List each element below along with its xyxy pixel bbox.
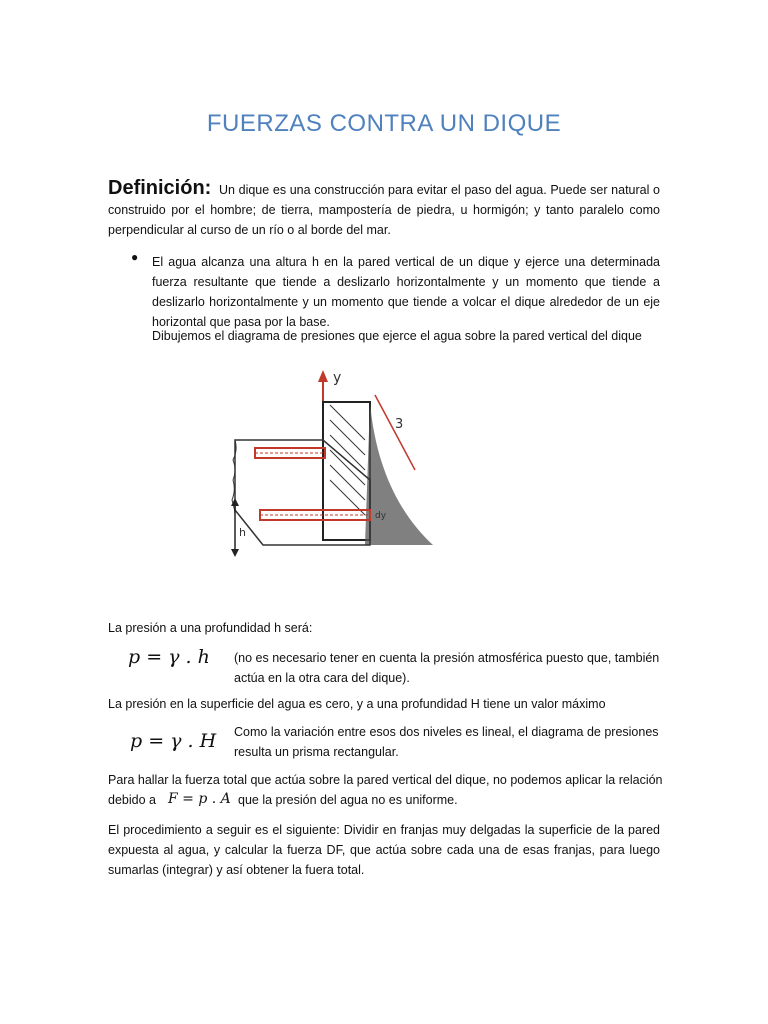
force-text-debido: debido a (108, 793, 156, 807)
h-down-arrow-icon (231, 549, 239, 557)
dy-label: dy (375, 511, 387, 521)
width-dimension-line (375, 395, 415, 470)
procedure-paragraph: El procedimiento a seguir es el siguiente: Dividir en franjas muy delgadas la superficie de la pared expuesta al agua, y calcular la fuerza DF, que actúa sobre cada una de esas franjas, para luego sumarlas (integrar) y así obtener la fuera total. (108, 823, 660, 877)
definition-text: Un dique es una construcción para evitar el paso del agua. Puede ser natural o construido por el hombre; de tierra, mampostería de piedra, u hormigón; y tanto paralelo como perpendicular al curso de un río o al borde del mar. (108, 183, 660, 237)
formula1-note: (no es necesario tener en cuenta la presión atmosférica puesto que, también actúa en la otra cara del dique). (234, 651, 660, 685)
bullet-paragraph: El agua alcanza una altura h en la pared vertical de un dique y ejerce una determinada fuerza resultante que tiende a deslizarlo horizontalmente y un momento que tiende a deslizarlo horizontalmente y un momento que tiende a volcar el dique alrededor de un eje horizontal que pasa por la base. (152, 255, 660, 329)
y-axis-label: y (333, 370, 342, 386)
formula2-note: Como la variación entre esos dos niveles es lineal, el diagrama de presiones resulta un prisma rectangular. (234, 725, 659, 759)
pressure-intro: La presión a una profundidad h será: (108, 621, 313, 635)
formula-pressure-h: p = γ . h (128, 646, 210, 668)
width-label: 3 (395, 417, 404, 432)
formula-force: F = p . A (168, 791, 231, 807)
y-axis-arrow-icon (318, 370, 328, 382)
h-label: h (239, 526, 246, 539)
diagram-caption: Dibujemos el diagrama de presiones que ejerce el agua sobre la pared vertical del dique (152, 329, 642, 343)
force-text-line1: Para hallar la fuerza total que actúa sobre la pared vertical del dique, no podemos aplicar la relación (108, 773, 663, 787)
page-title: FUERZAS CONTRA UN DIQUE (206, 110, 562, 137)
definition-heading: Definición: (108, 177, 212, 199)
surface-pressure-text: La presión en la superficie del agua es cero, y a una profundidad H tiene un valor máximo (108, 697, 606, 711)
dam-pressure-diagram (215, 360, 445, 560)
force-text-line2: que la presión del agua no es uniforme. (238, 793, 458, 807)
definition-paragraph (108, 178, 660, 240)
formula-pressure-H: p = γ . H (130, 730, 217, 752)
bullet-icon: ● (131, 250, 139, 264)
